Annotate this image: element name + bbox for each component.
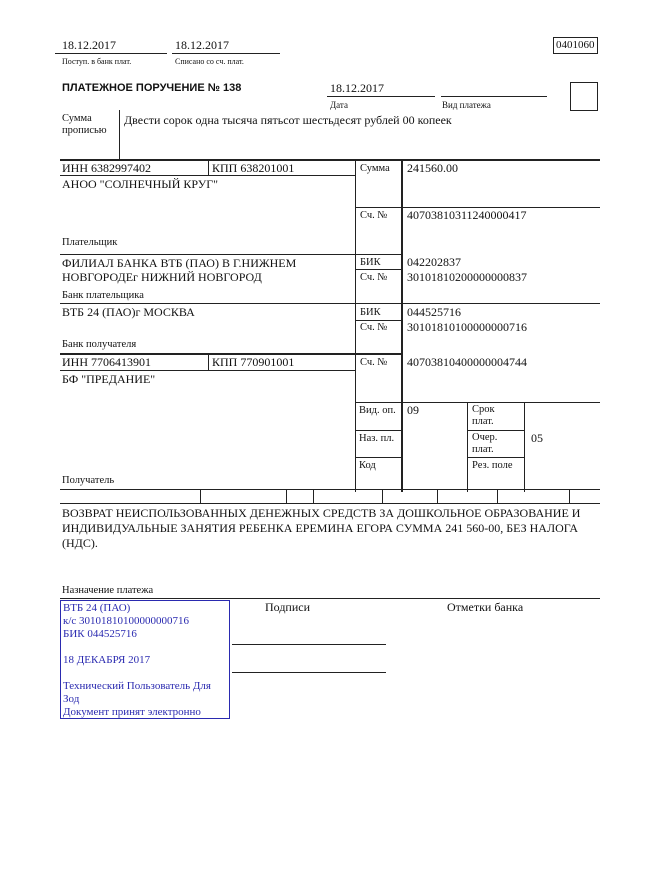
payee-kpp: КПП 770901001: [212, 355, 295, 369]
divider: [119, 110, 120, 159]
document-date: 18.12.2017: [330, 81, 384, 95]
page-title: ПЛАТЕЖНОЕ ПОРУЧЕНИЕ № 138: [62, 82, 242, 94]
divider: [327, 96, 435, 97]
bank-marks-label: Отметки банка: [447, 600, 524, 614]
payee-bank-account-label: Сч. №: [360, 322, 388, 333]
amount-label: Сумма: [360, 163, 390, 174]
signature-line: [232, 672, 386, 673]
payer-account-label: Сч. №: [360, 210, 388, 221]
payee-bank-bik: 044525716: [407, 305, 461, 319]
purpose-label: Назначение платежа: [62, 585, 154, 596]
payment-type-label: Вид платежа: [442, 100, 491, 110]
divider: [441, 96, 547, 97]
purpose-code-label: Наз. пл.: [359, 433, 395, 444]
payee-bank-bik-label: БИК: [360, 307, 381, 318]
stamp-line: ВТБ 24 (ПАО): [63, 602, 131, 614]
stamp-date: 18 ДЕКАБРЯ 2017: [63, 654, 151, 666]
received-date: 18.12.2017: [62, 38, 116, 52]
payer-bank-bik: 042202837: [407, 255, 461, 269]
payer-label: Плательщик: [62, 237, 118, 248]
signature-line: [232, 644, 386, 645]
payee-name: БФ "ПРЕДАНИЕ": [62, 372, 156, 386]
payer-bank-name-line1: ФИЛИАЛ БАНКА ВТБ (ПАО) В Г.НИЖНЕМ: [62, 256, 297, 270]
payer-account: 40703810311240000417: [407, 208, 527, 222]
payer-inn: ИНН 6382997402: [62, 161, 151, 175]
stamp-line: Документ принят электронно: [63, 706, 201, 718]
op-type: 09: [407, 403, 419, 417]
payer-bank-name-line2: НОВГОРОДЕг НИЖНИЙ НОВГОРОД: [62, 270, 262, 284]
reserve-label: Рез. поле: [472, 460, 513, 471]
amount-words: Двести сорок одна тысяча пятьсот шестьдесят рублей 00 копеек: [124, 113, 452, 127]
payment-purpose: ВОЗВРАТ НЕИСПОЛЬЗОВАННЫХ ДЕНЕЖНЫХ СРЕДСТВ ЗА ДОШКОЛЬНОЕ ОБРАЗОВАНИЕ И ИНДИВИДУАЛЬНЫЕ ЗАНЯТИЯ РЕБЕНКА ЕРЕМИНА ЕГОРА СУММА 241 560-00, БЕЗ НАЛОГА (НДС).: [62, 506, 581, 550]
payee-label: Получатель: [62, 475, 115, 486]
debited-date: 18.12.2017: [175, 38, 229, 52]
payee-account: 40703810400000004744: [407, 355, 527, 369]
payee-bank-name: ВТБ 24 (ПАО)г МОСКВА: [62, 305, 195, 319]
amount-value: 241560.00: [407, 161, 458, 175]
debited-label: Списано со сч. плат.: [175, 57, 244, 66]
amount-words-label: Сумма прописью: [62, 113, 107, 136]
code-label: Код: [359, 460, 376, 471]
payer-name: АНОО "СОЛНЕЧНЫЙ КРУГ": [62, 177, 219, 191]
bank-stamp: [60, 600, 230, 719]
payee-inn: ИНН 7706413901: [62, 355, 151, 369]
term-label: Срок плат.: [472, 404, 495, 427]
received-label: Поступ. в банк плат.: [62, 57, 132, 66]
payer-bank-label: Банк плательщика: [62, 290, 144, 301]
op-type-label: Вид. оп.: [359, 405, 396, 416]
stamp-line: к/с 30101810100000000716: [63, 615, 190, 627]
payment-type-box: [570, 82, 598, 111]
payer-bank-account: 30101810200000000837: [407, 270, 527, 284]
payer-bank-bik-label: БИК: [360, 257, 381, 268]
payer-bank-account-label: Сч. №: [360, 272, 388, 283]
divider: [55, 53, 167, 54]
form-code: 0401060: [553, 37, 598, 54]
payee-bank-account: 30101810100000000716: [407, 320, 527, 334]
signatures-label: Подписи: [265, 600, 311, 614]
date-label: Дата: [330, 100, 348, 110]
priority: 05: [531, 431, 543, 445]
stamp-line: Технический Пользователь Для Зод: [63, 680, 211, 705]
divider: [172, 53, 280, 54]
stamp-line: БИК 044525716: [63, 628, 137, 640]
payee-bank-label: Банк получателя: [62, 339, 137, 350]
payer-kpp: КПП 638201001: [212, 161, 295, 175]
priority-label: Очер. плат.: [472, 432, 498, 455]
payee-account-label: Сч. №: [360, 357, 388, 368]
